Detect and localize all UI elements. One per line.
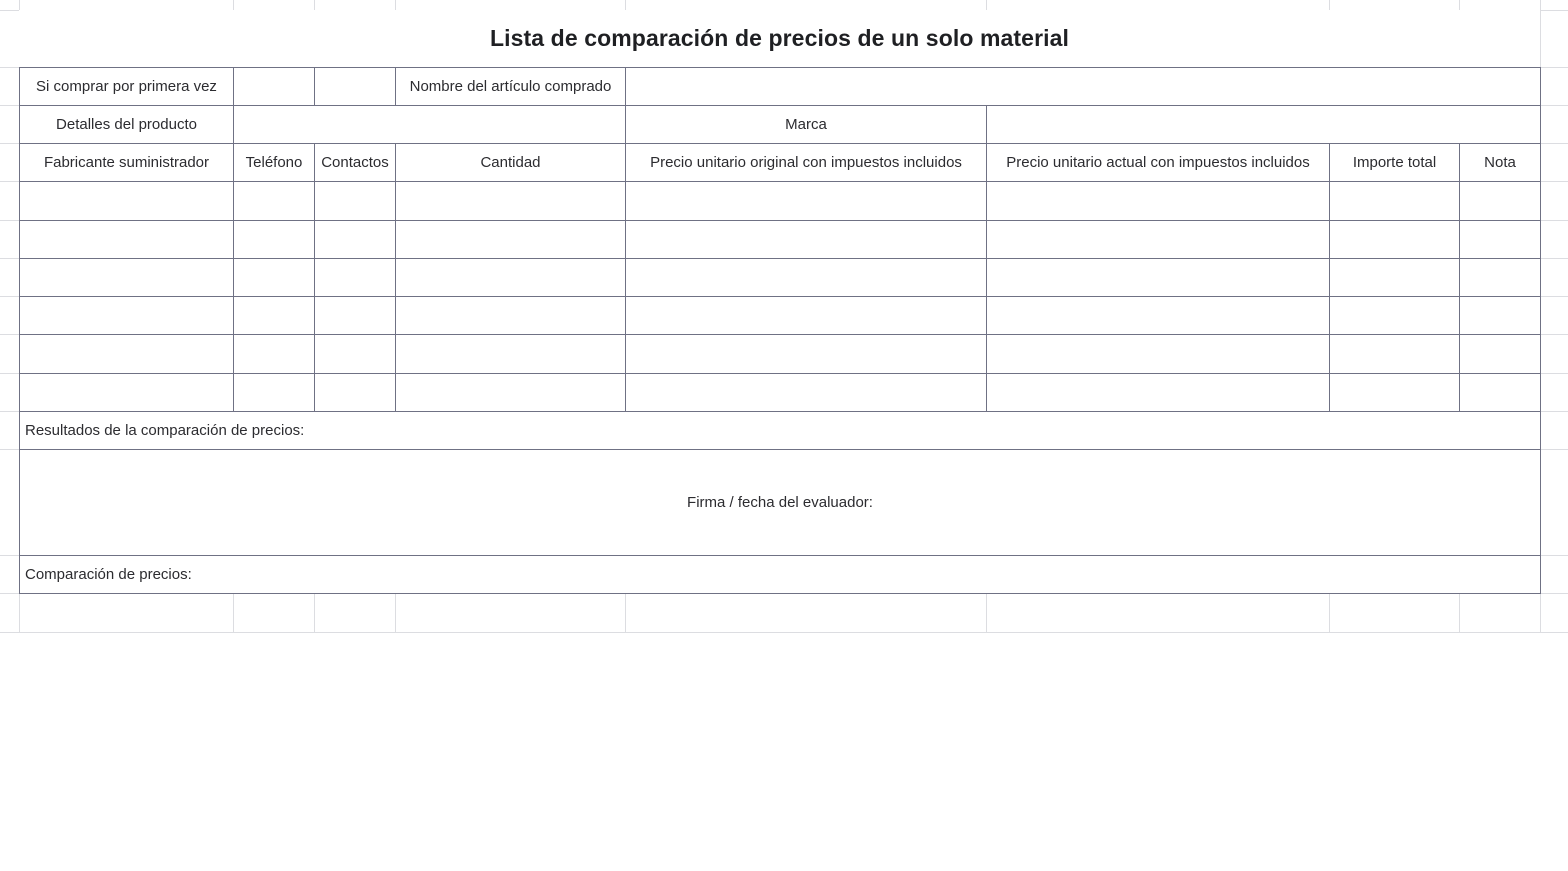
sheet-title: Lista de comparación de precios de un solo material xyxy=(19,10,1540,67)
table-cell[interactable] xyxy=(395,258,626,297)
table-cell[interactable] xyxy=(233,373,315,412)
table-cell[interactable] xyxy=(1329,334,1460,374)
price-comparison-results[interactable]: Resultados de la comparación de precios: xyxy=(19,411,1541,450)
table-cell[interactable] xyxy=(19,181,234,221)
table-cell[interactable] xyxy=(1329,220,1460,259)
table-cell[interactable] xyxy=(19,296,234,335)
table-cell[interactable] xyxy=(986,296,1330,335)
table-cell[interactable] xyxy=(625,334,987,374)
table-cell[interactable] xyxy=(1459,373,1541,412)
table-cell[interactable] xyxy=(1459,296,1541,335)
table-cell[interactable] xyxy=(1459,181,1541,221)
table-cell[interactable] xyxy=(1329,181,1460,221)
table-cell[interactable] xyxy=(986,258,1330,297)
table-cell[interactable] xyxy=(395,334,626,374)
table-cell[interactable] xyxy=(233,258,315,297)
header-total-amount: Importe total xyxy=(1329,143,1460,182)
header-note: Nota xyxy=(1459,143,1541,182)
table-cell[interactable] xyxy=(395,373,626,412)
table-cell[interactable] xyxy=(1459,334,1541,374)
header-contacts: Contactos xyxy=(314,143,396,182)
table-cell[interactable] xyxy=(233,296,315,335)
brand-cell[interactable] xyxy=(986,105,1541,144)
price-comparison-field[interactable]: Comparación de precios: xyxy=(19,555,1541,594)
first-purchase-cell-b[interactable] xyxy=(314,67,396,106)
table-cell[interactable] xyxy=(625,373,987,412)
table-cell[interactable] xyxy=(986,373,1330,412)
header-original-unit-price: Precio unitario original con impuestos incluidos xyxy=(625,143,987,182)
table-cell[interactable] xyxy=(1329,258,1460,297)
table-cell[interactable] xyxy=(986,220,1330,259)
table-cell[interactable] xyxy=(314,181,396,221)
table-cell[interactable] xyxy=(233,334,315,374)
table-cell[interactable] xyxy=(625,220,987,259)
table-cell[interactable] xyxy=(314,258,396,297)
table-cell[interactable] xyxy=(1459,258,1541,297)
table-cell[interactable] xyxy=(19,220,234,259)
product-details-label: Detalles del producto xyxy=(19,105,234,144)
table-cell[interactable] xyxy=(625,181,987,221)
gridline xyxy=(0,632,1568,633)
table-cell[interactable] xyxy=(1459,220,1541,259)
first-purchase-cell-a[interactable] xyxy=(233,67,315,106)
table-cell[interactable] xyxy=(625,296,987,335)
brand-label: Marca xyxy=(625,105,987,144)
table-cell[interactable] xyxy=(395,296,626,335)
table-cell[interactable] xyxy=(314,334,396,374)
header-quantity: Cantidad xyxy=(395,143,626,182)
table-cell[interactable] xyxy=(986,181,1330,221)
table-cell[interactable] xyxy=(19,258,234,297)
table-cell[interactable] xyxy=(19,373,234,412)
table-cell[interactable] xyxy=(625,258,987,297)
header-current-unit-price: Precio unitario actual con impuestos incluidos xyxy=(986,143,1330,182)
table-cell[interactable] xyxy=(395,220,626,259)
product-details-cell[interactable] xyxy=(233,105,626,144)
header-phone: Teléfono xyxy=(233,143,315,182)
header-supplier: Fabricante suministrador xyxy=(19,143,234,182)
table-cell[interactable] xyxy=(1329,296,1460,335)
table-cell[interactable] xyxy=(19,334,234,374)
table-cell[interactable] xyxy=(314,296,396,335)
table-cell[interactable] xyxy=(1329,373,1460,412)
table-cell[interactable] xyxy=(986,334,1330,374)
table-cell[interactable] xyxy=(233,181,315,221)
evaluator-signature-date[interactable]: Firma / fecha del evaluador: xyxy=(19,449,1541,556)
item-name-cell[interactable] xyxy=(625,67,1541,106)
table-cell[interactable] xyxy=(395,181,626,221)
table-cell[interactable] xyxy=(233,220,315,259)
table-cell[interactable] xyxy=(314,220,396,259)
item-name-label: Nombre del artículo comprado xyxy=(395,67,626,106)
table-cell[interactable] xyxy=(314,373,396,412)
first-purchase-label: Si comprar por primera vez xyxy=(19,67,234,106)
